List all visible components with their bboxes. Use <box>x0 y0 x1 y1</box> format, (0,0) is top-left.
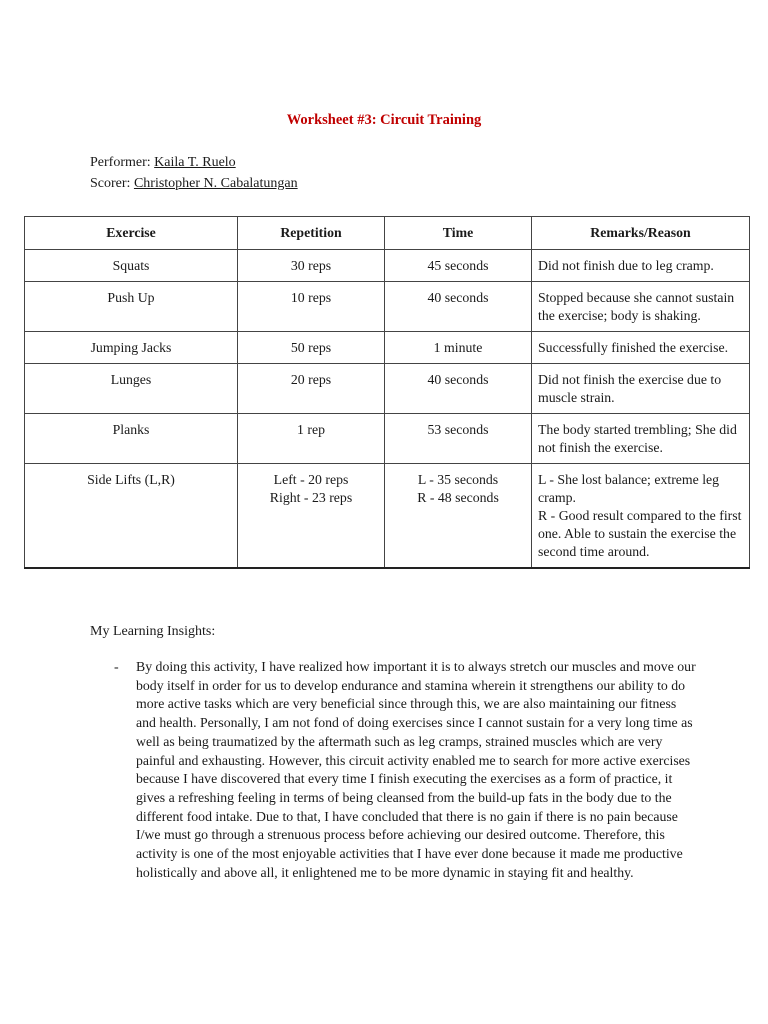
cell-exercise: Planks <box>25 414 238 464</box>
cell-exercise: Squats <box>25 250 238 282</box>
cell-remarks-line: The body started trembling; She did not finish the exercise. <box>538 422 737 455</box>
cell-remarks <box>532 250 750 282</box>
scorer-name: Christopher N. Cabalatungan <box>133 176 298 191</box>
header-repetition: Repetition <box>238 217 385 250</box>
cell-remarks-line: L - She lost balance; extreme leg cramp. <box>538 472 720 505</box>
learning-insights-paragraph: By doing this activity, I have realized how important it is to always stretch our muscles and move our body itself in order for us to develop endurance and stamina wherein it strengthens our ability to do more active tasks which are very beneficial since through this, we are also maintaining our fitness and health. Personally, I am not fond of doing exercises since I cannot sustain for a very long time as well as being traumatized by the aftermath such as leg cramps, strained muscles which are very painful and exhausting. However, this circuit activity enabled me to search for more active exercises because I have discovered that every time I finish executing the exercises as a form of practice, it gives a refreshing feeling in terms of being cleansed from the build-up fats in the body due to the different food intake. Due to that, I have concluded that there is no gain if there is no pain because I/we must go through a strenuous process before achieving our desired outcome. Therefore, this activity is one of the most enjoyable activities that I have ever done because it made me productive holistically and above all, it enlightened me to be more dynamic in staying fit and healthy. <box>136 659 696 880</box>
cell-time-line: R - 48 seconds <box>417 490 499 505</box>
cell-repetition-line: 20 reps <box>290 372 332 387</box>
cell-time <box>385 364 532 414</box>
list-bullet: - <box>114 660 119 675</box>
scorer-line <box>90 176 298 192</box>
cell-time-line: 1 minute <box>433 340 483 355</box>
performer-line <box>90 155 236 171</box>
cell-time <box>385 250 532 282</box>
cell-exercise: Side Lifts (L,R) <box>25 464 238 569</box>
cell-exercise: Push Up <box>25 282 238 332</box>
cell-time-line: 53 seconds <box>427 422 489 437</box>
cell-exercise: Lunges <box>25 364 238 414</box>
worksheet-title: Worksheet #3: Circuit Training <box>286 112 482 128</box>
cell-repetition-line: 10 reps <box>290 290 332 305</box>
performer-name: Kaila T. Ruelo <box>154 155 236 170</box>
cell-remarks <box>532 282 750 332</box>
cell-repetition-line: Left - 20 reps <box>273 472 349 487</box>
header-remarks: Remarks/Reason <box>532 217 750 250</box>
cell-remarks-line: Did not finish due to leg cramp. <box>538 258 714 273</box>
cell-repetition <box>238 364 385 414</box>
cell-repetition <box>238 282 385 332</box>
cell-remarks <box>532 464 750 569</box>
table-row <box>25 332 750 364</box>
performer-label: Performer: <box>90 155 151 170</box>
table-row <box>25 250 750 282</box>
cell-repetition-line: Right - 23 reps <box>269 490 353 505</box>
table-row <box>25 464 750 569</box>
cell-remarks-line: Successfully finished the exercise. <box>538 340 729 355</box>
cell-time-line: 45 seconds <box>427 258 489 273</box>
cell-time-line: L - 35 seconds <box>417 472 499 487</box>
cell-repetition <box>238 332 385 364</box>
cell-remarks <box>532 364 750 414</box>
cell-repetition-line: 30 reps <box>290 258 332 273</box>
header-time: Time <box>385 217 532 250</box>
cell-remarks-line: Did not finish the exercise due to muscle strain. <box>538 372 722 405</box>
cell-repetition <box>238 250 385 282</box>
table-row <box>25 282 750 332</box>
cell-time <box>385 414 532 464</box>
cell-time <box>385 282 532 332</box>
cell-remarks <box>532 332 750 364</box>
header-exercise: Exercise <box>25 217 238 250</box>
cell-repetition-line: 1 rep <box>297 422 325 437</box>
table-header-row <box>25 217 750 250</box>
cell-exercise: Jumping Jacks <box>25 332 238 364</box>
table-row <box>25 364 750 414</box>
cell-remarks <box>532 414 750 464</box>
cell-time-line: 40 seconds <box>427 290 489 305</box>
circuit-training-table <box>24 216 750 569</box>
cell-repetition <box>238 464 385 569</box>
cell-remarks-line: Stopped because she cannot sustain the exercise; body is shaking. <box>538 290 735 323</box>
cell-repetition <box>238 414 385 464</box>
scorer-label: Scorer: <box>90 176 131 191</box>
table-row <box>25 414 750 464</box>
cell-repetition-line: 50 reps <box>290 340 332 355</box>
learning-insights-heading: My Learning Insights: <box>90 624 216 639</box>
cell-time <box>385 464 532 569</box>
cell-remarks-line: R - Good result compared to the first one. Able to sustain the exercise the second time around. <box>538 508 742 559</box>
cell-time-line: 40 seconds <box>427 372 489 387</box>
cell-time <box>385 332 532 364</box>
